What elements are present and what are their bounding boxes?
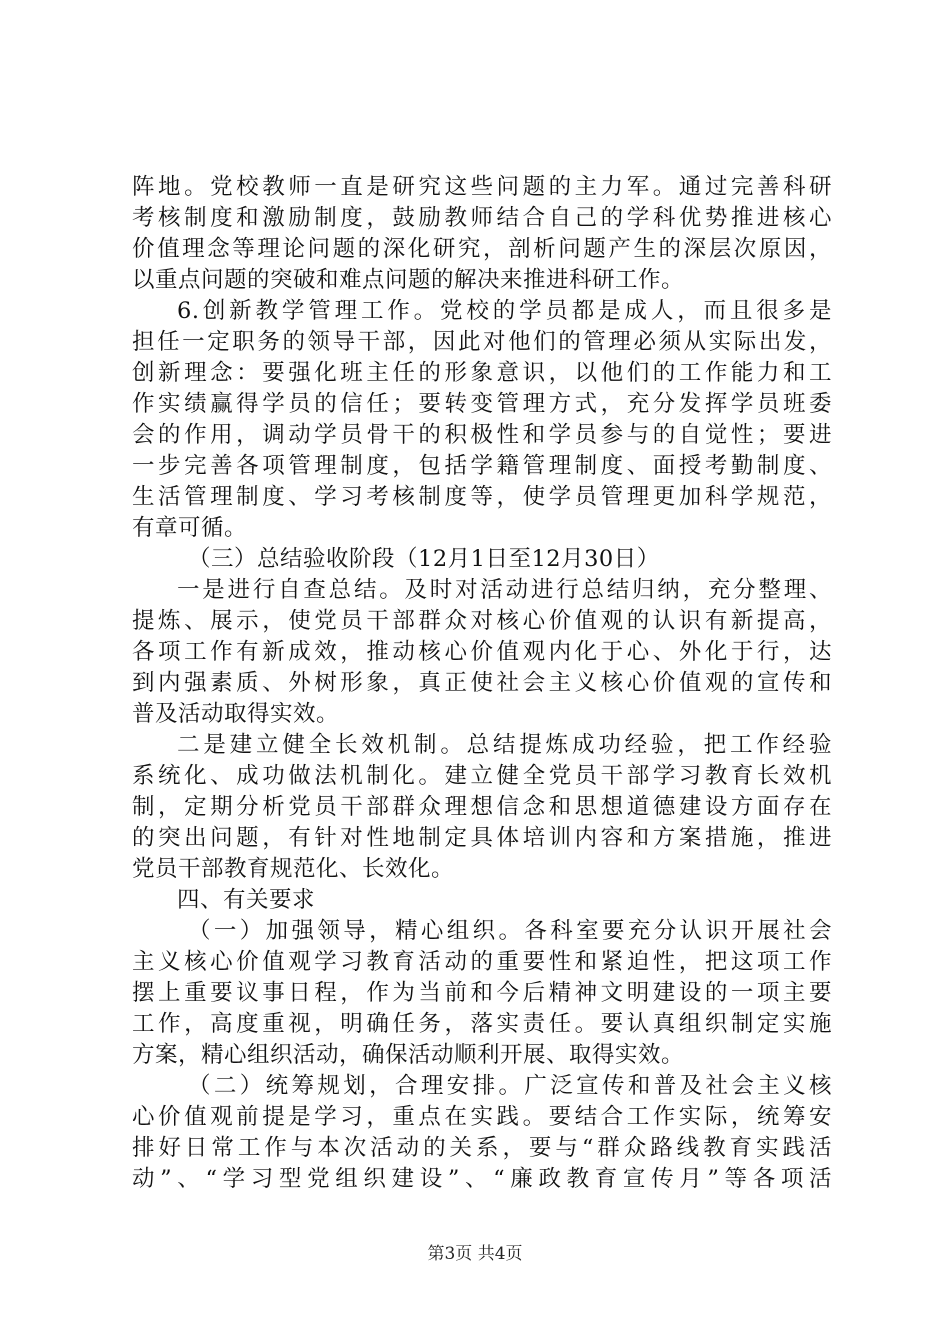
document-body (132, 172, 832, 1195)
section-heading: （三）总结验收阶段（12月1日至12月30日） (188, 546, 660, 572)
text-line: 到内强素质、外树形象，真正使社会主义核心价值观的宣传和 (132, 670, 832, 696)
text-line: 会的作用，调动学员骨干的积极性和学员参与的自觉性；要进 (132, 422, 832, 448)
text-line: 心价值观前提是学习，重点在实践。要结合工作实际，统筹安 (132, 1104, 832, 1130)
text-line: （一）加强领导，精心组织。各科室要充分认识开展社会 (188, 918, 832, 944)
page-number-footer: 第3页 共4页 (427, 1244, 523, 1264)
text-line: 阵地。党校教师一直是研究这些问题的主力军。通过完善科研 (132, 174, 832, 200)
text-line: 普及活动取得实效。 (132, 701, 340, 727)
text-line: 作实绩赢得学员的信任；要转变管理方式，充分发挥学员班委 (132, 391, 832, 417)
text-line: 动”、“学习型党组织建设”、“廉政教育宣传月”等各项活 (132, 1166, 832, 1192)
text-line: 一步完善各项管理制度，包括学籍管理制度、面授考勤制度、 (132, 453, 832, 479)
text-line: 制，定期分析党员干部群众理想信念和思想道德建设方面存在 (132, 794, 832, 820)
text-line: 一是进行自查总结。及时对活动进行总结归纳，充分整理、 (177, 577, 832, 603)
text-line: 方案，精心组织活动，确保活动顺利开展、取得实效。 (132, 1042, 685, 1068)
text-line: 生活管理制度、学习考核制度等，使学员管理更加科学规范， (132, 484, 832, 510)
text-line: 以重点问题的突破和难点问题的解决来推进科研工作。 (132, 267, 685, 293)
text-line: 摆上重要议事日程，作为当前和今后精神文明建设的一项主要 (132, 980, 832, 1006)
text-line: 主义核心价值观学习教育活动的重要性和紧迫性，把这项工作 (132, 949, 832, 975)
text-line: 创新理念：要强化班主任的形象意识，以他们的工作能力和工 (132, 360, 832, 386)
text-line: 提炼、展示，使党员干部群众对核心价值观的认识有新提高， (132, 608, 832, 634)
text-line: 各项工作有新成效，推动核心价值观内化于心、外化于行，达 (132, 639, 832, 665)
text-line: 价值理念等理论问题的深化研究，剖析问题产生的深层次原因， (132, 236, 832, 262)
text-line: 工作，高度重视，明确任务，落实责任。要认真组织制定实施 (132, 1011, 832, 1037)
text-line: 6.创新教学管理工作。党校的学员都是成人，而且很多是 (177, 298, 832, 324)
text-line: 担任一定职务的领导干部，因此对他们的管理必须从实际出发， (132, 329, 832, 355)
section-heading: 四、有关要求 (177, 887, 316, 913)
text-line: （二）统筹规划，合理安排。广泛宣传和普及社会主义核 (188, 1073, 832, 1099)
text-line: 排好日常工作与本次活动的关系，要与“群众路线教育实践活 (132, 1135, 832, 1161)
text-line: 系统化、成功做法机制化。建立健全党员干部学习教育长效机 (132, 763, 832, 789)
text-line: 考核制度和激励制度，鼓励教师结合自己的学科优势推进核心 (132, 205, 832, 231)
text-line: 二是建立健全长效机制。总结提炼成功经验，把工作经验 (177, 732, 832, 758)
text-line: 党员干部教育规范化、长效化。 (132, 856, 455, 882)
text-line: 有章可循。 (132, 515, 248, 541)
text-line: 的突出问题，有针对性地制定具体培训内容和方案措施，推进 (132, 825, 832, 851)
